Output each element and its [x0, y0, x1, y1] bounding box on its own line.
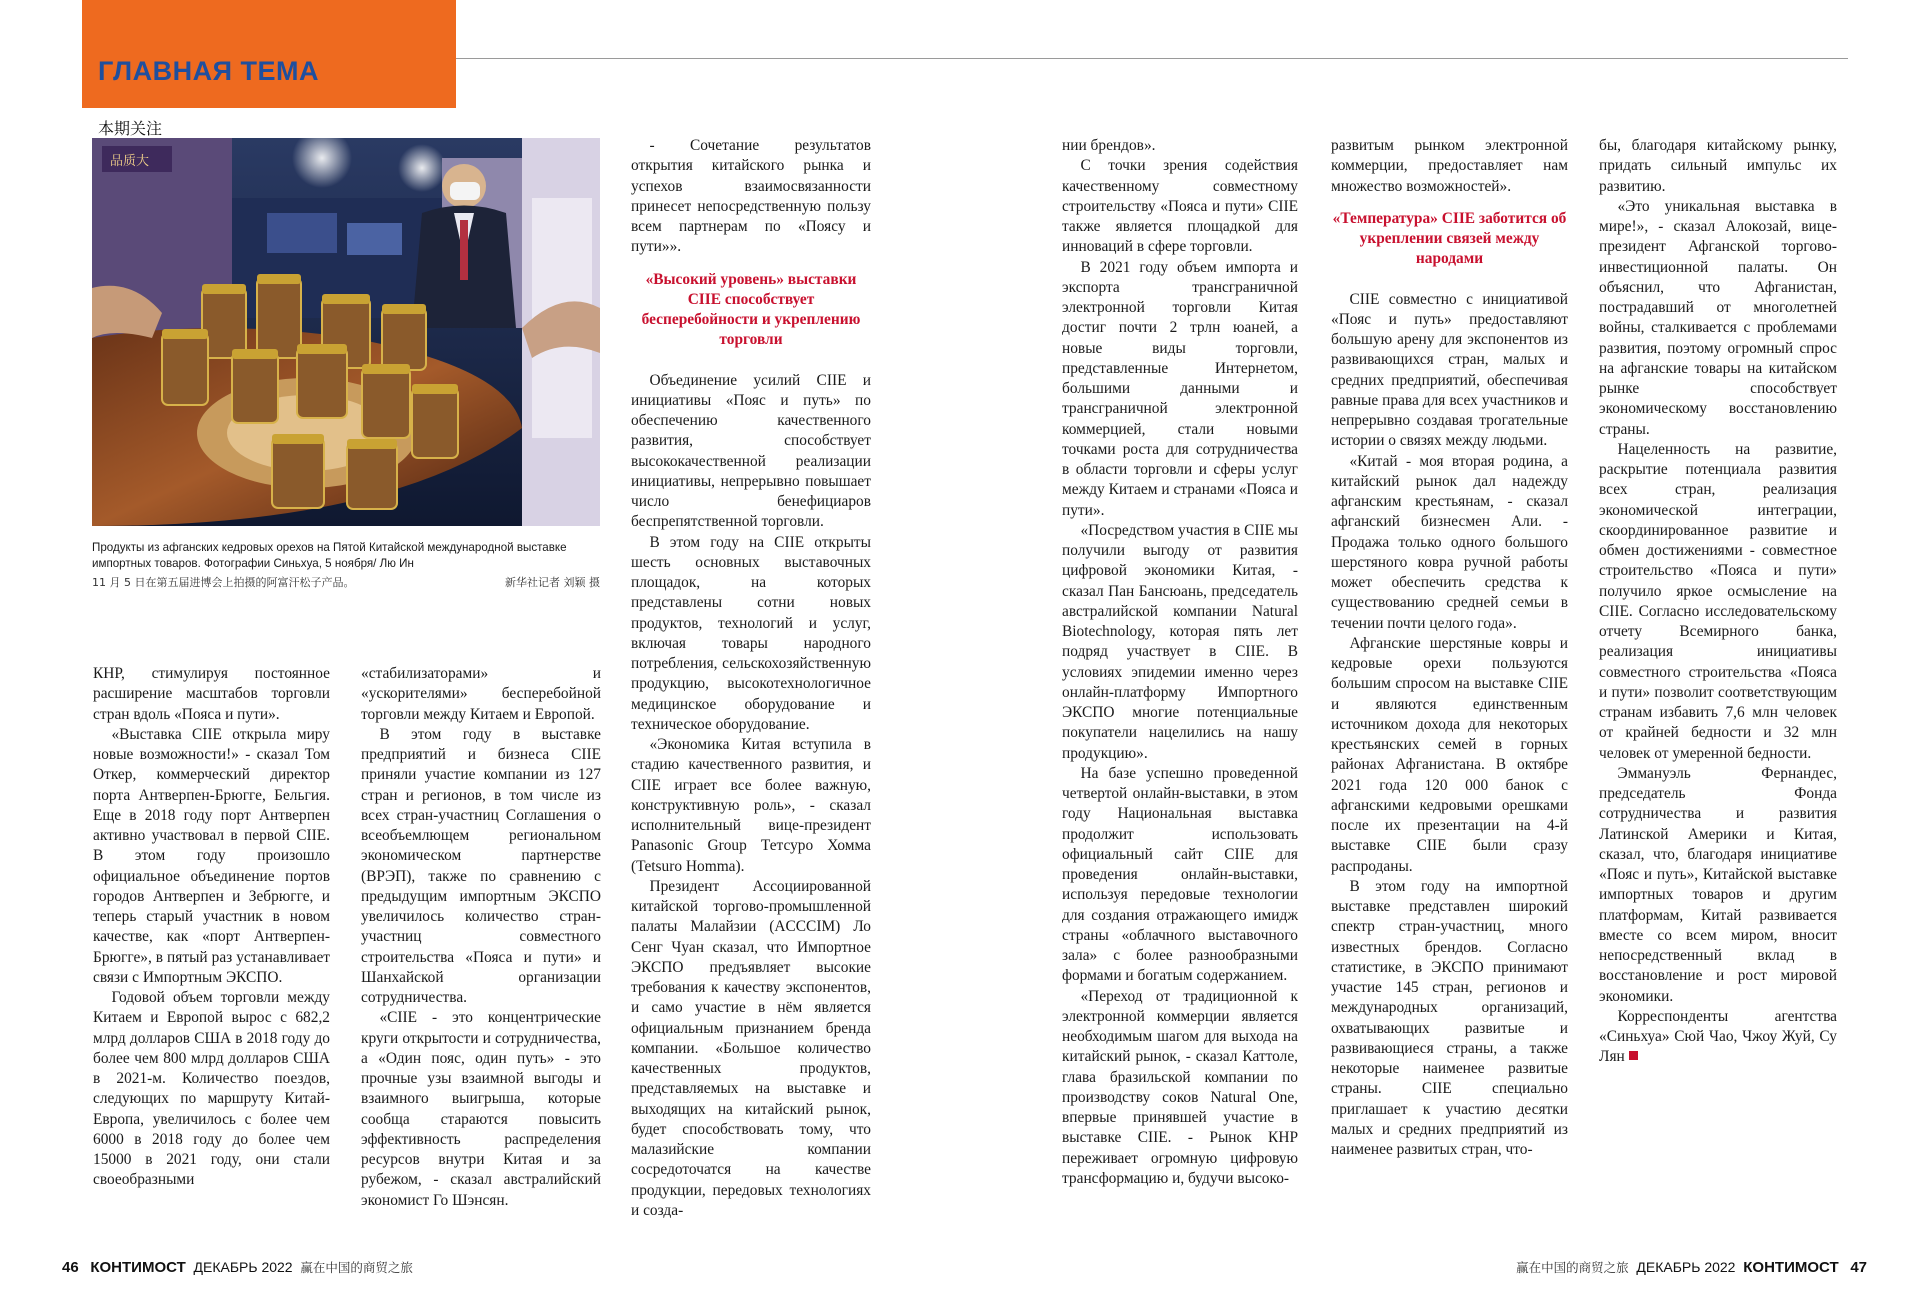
paragraph: В этом году в выставке предприятий и бизнеса CIIE приняли участие компании из 127 стран и регионов, в том числе из всех стран-участниц Соглашения о всеобъемлющем региональном экономическом партнерстве (ВРЭП), также по сравнению с предыдущим импортным ЭКСПО увеличилось количество стран-участниц совместного строительства «Пояса и пути» и Шанхайской организации сотрудничества. — [361, 725, 601, 1006]
paragraph: Афганские шерстяные ковры и кедровые орехи пользуются большим спросом на выставке CIIE и являются единственным источником дохода для некоторых крестьянских семей в горных районах Афганистана. В октябре 2021 года 120 000 банок с афганскими кедровыми орешками после их презентации на 4-й выставке CIIE были сразу распроданы. — [1331, 634, 1568, 875]
paragraph: «Китай - моя вторая родина, а китайский рынок дал надежду афганским крестьянам, - сказал афганский бизнесмен Али. - Продажа только одного большого шерстяного ковра ручной работы может обеспечить средства к существованию средней семьи в течении почти целого года». — [1331, 452, 1568, 632]
magazine-name-right: КОНТИМОСТ — [1743, 1259, 1839, 1276]
paragraph: Нацеленность на развитие, раскрытие потенциала развития всех стран, реализация экономической интеграции, скоординированное развитие и обмен достижениями - совместное строительство «Пояса и пути» получило яркое осмысление на CIIE. Согласно исследовательскому отчету Всемирного банка, реализация инициативы совместного строительства «Пояса и пути» позволит соответствующим странам избавить 7,6 млн человек от крайней бедности и 32 млн человек от умеренной бедности. — [1599, 440, 1837, 762]
paragraph: «Выставка CIIE открыла миру новые возможности!» - сказал Том Откер, коммерческий директор порта Антверпен-Брюгге, Бельгия. Еще в 2018 году порт Антверпен активно участвовал в первой CIIE. В этом году произошло официальное объединение портов городов Антверпен и Зебрюгге, и теперь старый участник в новом качестве, как «порт Антверпен-Брюгге», в пятый раз устанавливает связи с Импортным ЭКСПО. — [93, 725, 330, 986]
photo-caption-cn — [92, 574, 600, 590]
column-5 — [1331, 136, 1568, 1160]
header-rule — [456, 58, 1848, 59]
svg-text:品质大: 品质大 — [110, 154, 150, 169]
paragraph: - Сочетание результатов открытия китайского рынка и успехов взаимосвязанности принесет непосредственную пользу всем партнерам по «Поясу и пути»». — [631, 137, 871, 256]
paragraph: «Экономика Китая вступила в стадию качественного развития, и CIIE играет все более важную, конструктивную роль», - сказал исполнительный вице-президент Panasonic Group Тетсуро Хомма (Tetsuro Homma). — [631, 736, 871, 875]
paragraph: На базе успешно проведенной четвертой онлайн-выставки, в этом году Национальная выставка продолжит использовать официальный сайт CIIE для проведения онлайн-выставки, используя передовые технологии для создания отражающего имидж страны «облачного выставочного зала» с более разнообразными формами и богатым содержанием. — [1062, 764, 1298, 985]
issue-left: ДЕКАБРЬ 2022 — [193, 1259, 293, 1275]
page-number-left: 46 — [62, 1259, 79, 1276]
page-number-right: 47 — [1850, 1259, 1867, 1276]
paragraph: CIIE совместно с инициативой «Пояс и путь» предоставляют большую арену для экспонентов из развивающихся стран, малых и средних предприятий, обеспечивая равные права для всех участников и непрерывно создавая трогательные истории о связях между людьми. — [1331, 290, 1568, 450]
paragraph: Годовой объем торговли между Китаем и Европой вырос с 682,2 млрд долларов США в 2018 году до более чем 800 млрд долларов США в 2021-м. Количество поездов, следующих по маршруту Китай-Европа, увеличилось с более чем 6000 в 2018 году до более чем 15000 в 2021 году, они стали своеобразными — [93, 989, 330, 1189]
afghan-pine-nuts-photo-icon — [92, 138, 600, 526]
slogan-right-cn: 赢在中国的商贸之旅 — [1516, 1260, 1629, 1275]
paragraph: В 2021 году объем импорта и экспорта трансграничной электронной торговли Китая достиг почти 2 трлн юаней, а новые виды торговли, представленные Интернетом, большими данными и трансграничной электронной коммерцией, стали новыми точками роста для сотрудничества в области торговли и сферы услуг между Китаем и странами «Пояса и пути». — [1062, 258, 1298, 519]
exhibit-photo — [92, 138, 600, 526]
subheading-temperature: «Температура» CIIE заботится об укреплении связей между народами — [1332, 209, 1567, 268]
footer-left — [62, 1258, 413, 1276]
paragraph: нии брендов». — [1062, 137, 1156, 154]
paragraph: «Переход от традиционной к электронной коммерции является необходимым шагом для выхода на китайский рынок, - сказал Каттоле, глава бразильской компании по производству соков Natural One, впервые принявшей участие в выставке CIIE. - Рынок КНР переживает огромную цифровую трансформацию и, будучи высоко- — [1062, 987, 1298, 1187]
paragraph: «CIIE - это концентрические круги открытости и сотрудничества, а «Один пояс, один путь» - это прочные узы взаимной выгоды и взаимного выигрыша, которые сообща стараются повысить эффективность распределения ресурсов внутри Китая и за рубежом, - сказал австралийский экономист Го Шэнсян. — [361, 1009, 601, 1209]
section-title-cn: 本期关注 — [98, 119, 163, 138]
column-6 — [1599, 136, 1837, 1068]
column-1 — [93, 664, 330, 1191]
paragraph: «Посредством участия в CIIE мы получили выгоду от развития цифровой экономики Китая, - сказал Пан Бансюань, председатель австралийской компании Natural Biotechnology, которая пять лет подряд участвует в CIIE. В условиях эпидемии именно через онлайн-платформу Импортного ЭКСПО многие потенциальные покупатели нацелились на нашу продукцию». — [1062, 521, 1298, 762]
end-mark-icon — [1629, 1051, 1638, 1060]
paragraph: Объединение усилий CIIE и инициативы «Пояс и путь» по обеспечению качественного развития, способствует высококачественной реализации инициативы, непрерывно повышает число бенефициаров беспрепятственной торговли. — [631, 371, 871, 531]
slogan-left-cn: 赢在中国的商贸之旅 — [300, 1260, 413, 1275]
section-title: ГЛАВНАЯ ТЕМА — [98, 56, 319, 86]
column-3 — [631, 136, 871, 1221]
caption-cn-text: 11 月 5 日在第五届进博会上拍摄的阿富汗松子产品。 — [92, 576, 355, 589]
paragraph: бы, благодаря китайскому рынку, придать сильный импульс их развитию. — [1599, 137, 1837, 195]
paragraph: Президент Ассоциированной китайской торгово-промышленной палаты Малайзии (ACCCIM) Ло Сенг Чуан сказал, что Импортное ЭКСПО предъявляет высокие требования к качеству экспонентов, и само участие в нём является официальным признанием бренда компании. «Большое количество качественных продуктов, представляемых на выставке и выходящих на китайский рынок, будет способствовать тому, что малазийские компании сосредоточатся на качестве продукции, передовых технологиях и созда- — [631, 877, 871, 1219]
issue-right: ДЕКАБРЬ 2022 — [1636, 1259, 1736, 1275]
magazine-name-left: КОНТИМОСТ — [90, 1259, 186, 1276]
paragraph: «стабилизаторами» и «ускорителями» бесперебойной торговли между Китаем и Европой. — [361, 665, 601, 723]
paragraph: развитым рынком электронной коммерции, предоставляет нам множество возможностей». — [1331, 137, 1568, 195]
paragraph: В этом году на CIIE открыты шесть основных выставочных площадок, на которых представлены сотни новых продуктов, технологий и услуг, включая товары народного потребления, сельскохозяйственную продукцию, высокотехнологичное медицинское оборудование и техническое оборудование. — [631, 533, 871, 733]
photo-credit-cn: 新华社记者 刘颖 摄 — [505, 576, 600, 589]
paragraph: С точки зрения содействия качественному совместному строительству «Пояса и пути» CIIE также является площадкой для инноваций в сфере торговли. — [1062, 157, 1298, 256]
paragraph-byline — [1599, 1007, 1837, 1068]
byline-text: Корреспонденты агентства «Синьхуа» Сюй Чао, Чжоу Жуй, Су Лян — [1599, 1007, 1837, 1066]
section-tab-background — [82, 0, 456, 108]
paragraph: «Это уникальная выставка в мире!», - сказал Алокозай, вице-президент Афганской торгово-инвестиционной палаты. Он объяснил, что Афганистан, пострадавший от многолетней войны, сталкивается с проблемами развития, поэтому огромный спрос на афганские товары на китайском рынке способствует экономическому восстановлению страны. — [1599, 197, 1837, 438]
photo-caption: Продукты из афганских кедровых орехов на Пятой Китайской международной выставке импортных товаров. Фотографии Синьхуа, 5 ноября/ Лю Ин — [92, 541, 567, 570]
subheading-high-level: «Высокий уровень» выставки CIIE способствует бесперебойности и укреплению торговли — [641, 270, 861, 349]
footer-right — [1516, 1258, 1867, 1276]
paragraph: Эммануэль Фернандес, председатель Фонда сотрудничества и развития Латинской Америки и Китая, сказал, что, благодаря инициативе «Пояс и путь», Китайской выставке импортных товаров и другим платформам, Китай развивается вместе со всем миром, вносит непосредственный вклад в восстановление и рост мировой экономики. — [1599, 764, 1837, 1005]
paragraph: КНР, стимулируя постоянное расширение масштабов торговли стран вдоль «Пояса и пути». — [93, 665, 330, 723]
column-4 — [1062, 136, 1298, 1189]
paragraph: В этом году на импортной выставке представлен широкий спектр стран-участниц, много известных брендов. Согласно статистике, в ЭКСПО принимают участие 145 стран, регионов и международных организаций, охватывающих развитые и развивающиеся страны, а также некоторые наименее развитые страны. CIIE специально приглашает к участию десятки малых и средних предприятий из наименее развитых стран, что- — [1331, 877, 1568, 1158]
column-2 — [361, 664, 601, 1211]
